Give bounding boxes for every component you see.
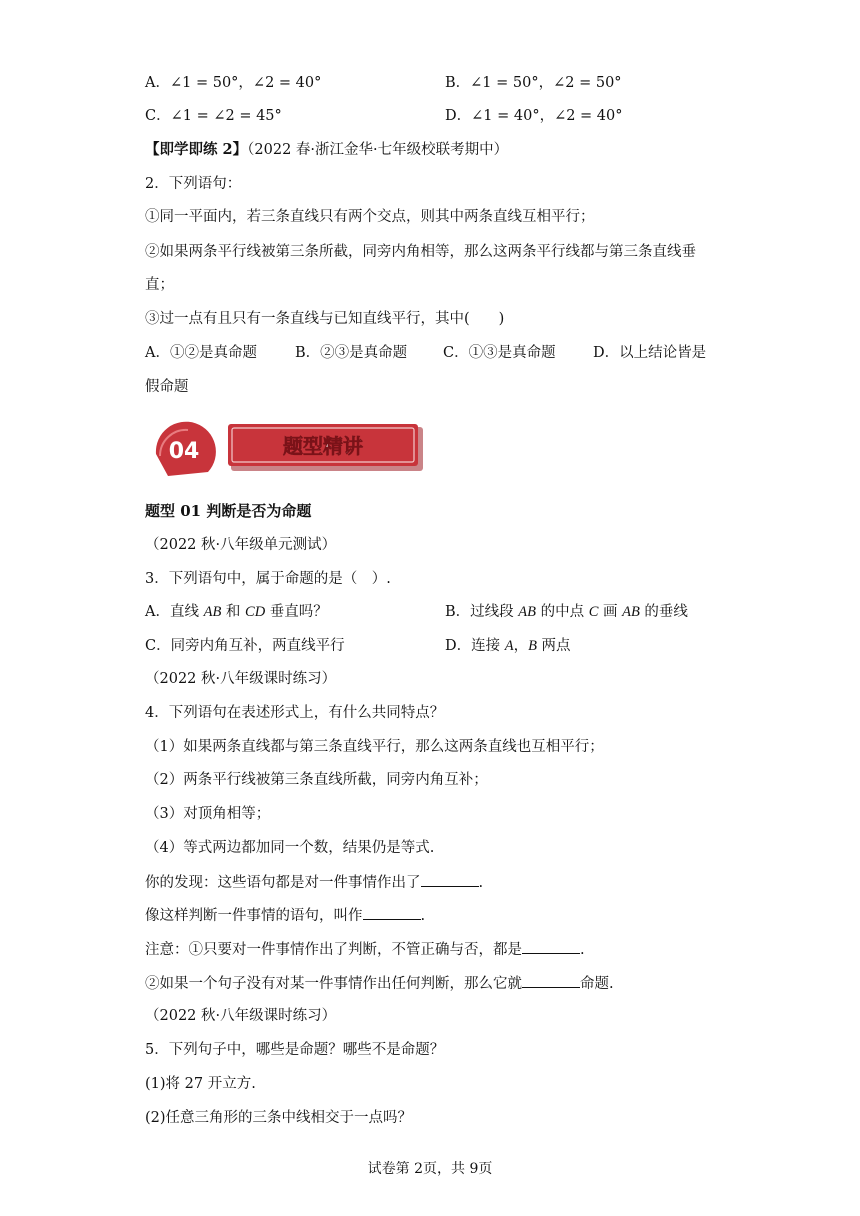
q2-option-c: C．①③是真命题 bbox=[443, 345, 556, 361]
q3-b-text: 的垂线 bbox=[639, 604, 688, 620]
q1-option-c: C．∠1 = ∠2 = 45° bbox=[145, 108, 282, 124]
q3-option-b bbox=[445, 602, 688, 622]
q2-option-d-cont: 假命题 bbox=[145, 379, 189, 395]
q2-statement-3: ③过一点有且只有一条直线与已知直线平行，其中( ) bbox=[145, 311, 505, 327]
q4-source: （2022 秋·八年级课时练习） bbox=[145, 671, 337, 687]
type01-heading: 题型 01 判断是否为命题 bbox=[145, 502, 312, 520]
q1-option-d: D．∠1 = 40°，∠2 = 40° bbox=[445, 108, 623, 124]
q3-b-var: C bbox=[588, 604, 599, 620]
q5-source: （2022 秋·八年级课时练习） bbox=[145, 1008, 337, 1024]
practice2-tag: 【即学即练 2】 bbox=[145, 141, 248, 158]
q3-d-text: 两点 bbox=[536, 638, 571, 654]
q2-option-a: A．①②是真命题 bbox=[145, 345, 257, 361]
q3-a-text: 垂直吗？ bbox=[265, 604, 328, 620]
q2-statement-2-cont: 直； bbox=[145, 277, 174, 293]
q3-b-text: 画 bbox=[598, 604, 623, 620]
q2-option-b: B．②③是真命题 bbox=[295, 345, 408, 361]
banner-title: 题型精讲 bbox=[283, 434, 363, 458]
q4-item-3: （3）对顶角相等； bbox=[145, 806, 271, 822]
q3-b-var: AB bbox=[518, 604, 536, 620]
q3-option-a bbox=[145, 602, 328, 622]
q3-d-var: B bbox=[528, 638, 537, 654]
q4-note-text: 命题. bbox=[580, 976, 614, 992]
q5-stem: 5．下列句子中，哪些是命题？哪些不是命题？ bbox=[145, 1042, 445, 1058]
answer-blank[interactable] bbox=[363, 905, 421, 920]
q3-d-text: ， bbox=[513, 638, 529, 654]
q3-a-var: AB bbox=[203, 604, 222, 620]
q4-finding-text: . bbox=[478, 875, 484, 891]
q4-note-1 bbox=[145, 939, 585, 960]
q3-d-text: D．连接 bbox=[445, 638, 505, 654]
section-banner bbox=[148, 416, 423, 480]
q1-option-a: A．∠1 = 50°，∠2 = 40° bbox=[145, 75, 322, 91]
q3-a-var: CD bbox=[245, 604, 266, 620]
q2-stem: 2．下列语句： bbox=[145, 176, 242, 192]
q2-option-d: D．以上结论皆是 bbox=[593, 345, 707, 361]
practice2-source: （2022 春·浙江金华·七年级校联考期中） bbox=[247, 142, 509, 158]
q3-a-text: A．直线 bbox=[145, 604, 204, 620]
q3-option-c: C．同旁内角互补，两直线平行 bbox=[145, 638, 345, 654]
q3-b-var: AB bbox=[622, 604, 640, 620]
q4-note-2 bbox=[145, 973, 614, 994]
practice2-header bbox=[145, 140, 508, 160]
q4-definition-text: 像这样判断一件事情的语句，叫作 bbox=[145, 908, 363, 924]
q5-item-1: (1)将 27 开立方. bbox=[145, 1076, 256, 1092]
q5-item-2: (2)任意三角形的三条中线相交于一点吗？ bbox=[145, 1110, 413, 1126]
q1-option-b: B．∠1 = 50°，∠2 = 50° bbox=[445, 75, 622, 91]
q4-item-4: （4）等式两边都加同一个数，结果仍是等式. bbox=[145, 840, 435, 856]
banner-number: 04 bbox=[168, 439, 200, 464]
q3-b-text: B．过线段 bbox=[445, 604, 519, 620]
q3-d-var: A bbox=[504, 638, 514, 654]
q2-options bbox=[145, 343, 706, 363]
q4-note-text: ②如果一个句子没有对某一件事情作出任何判断，那么它就 bbox=[145, 976, 522, 992]
q2-statement-1: ①同一平面内，若三条直线只有两个交点，则其中两条直线互相平行； bbox=[145, 209, 595, 225]
q4-item-2: （2）两条平行线被第三条直线所截，同旁内角互补； bbox=[145, 772, 488, 788]
page-footer: 试卷第 2页，共 9页 bbox=[367, 1161, 493, 1177]
q4-finding bbox=[145, 872, 483, 893]
q3-a-text: 和 bbox=[221, 604, 246, 620]
q4-item-1: （1）如果两条直线都与第三条直线平行，那么这两条直线也互相平行； bbox=[145, 739, 604, 755]
q4-note-text: 注意：①只要对一件事情作出了判断，不管正确与否，都是 bbox=[145, 942, 522, 958]
q3-b-text: 的中点 bbox=[535, 604, 589, 620]
answer-blank[interactable] bbox=[522, 939, 580, 954]
answer-blank[interactable] bbox=[522, 973, 580, 988]
q2-statement-2: ②如果两条平行线被第三条所截，同旁内角相等，那么这两条平行线都与第三条直线垂 bbox=[145, 244, 696, 260]
q4-finding-text: 你的发现：这些语句都是对一件事情作出了 bbox=[145, 875, 421, 891]
q4-definition bbox=[145, 905, 425, 926]
q3-source: （2022 秋·八年级单元测试） bbox=[145, 537, 337, 553]
q3-stem: 3．下列语句中，属于命题的是（ ）. bbox=[145, 571, 391, 587]
section-banner-graphic bbox=[148, 416, 423, 480]
q4-stem: 4．下列语句在表述形式上，有什么共同特点？ bbox=[145, 705, 445, 721]
q3-option-d bbox=[445, 636, 571, 656]
answer-blank[interactable] bbox=[421, 872, 479, 887]
q4-definition-text: . bbox=[420, 908, 426, 924]
q4-note-text: . bbox=[580, 942, 585, 958]
